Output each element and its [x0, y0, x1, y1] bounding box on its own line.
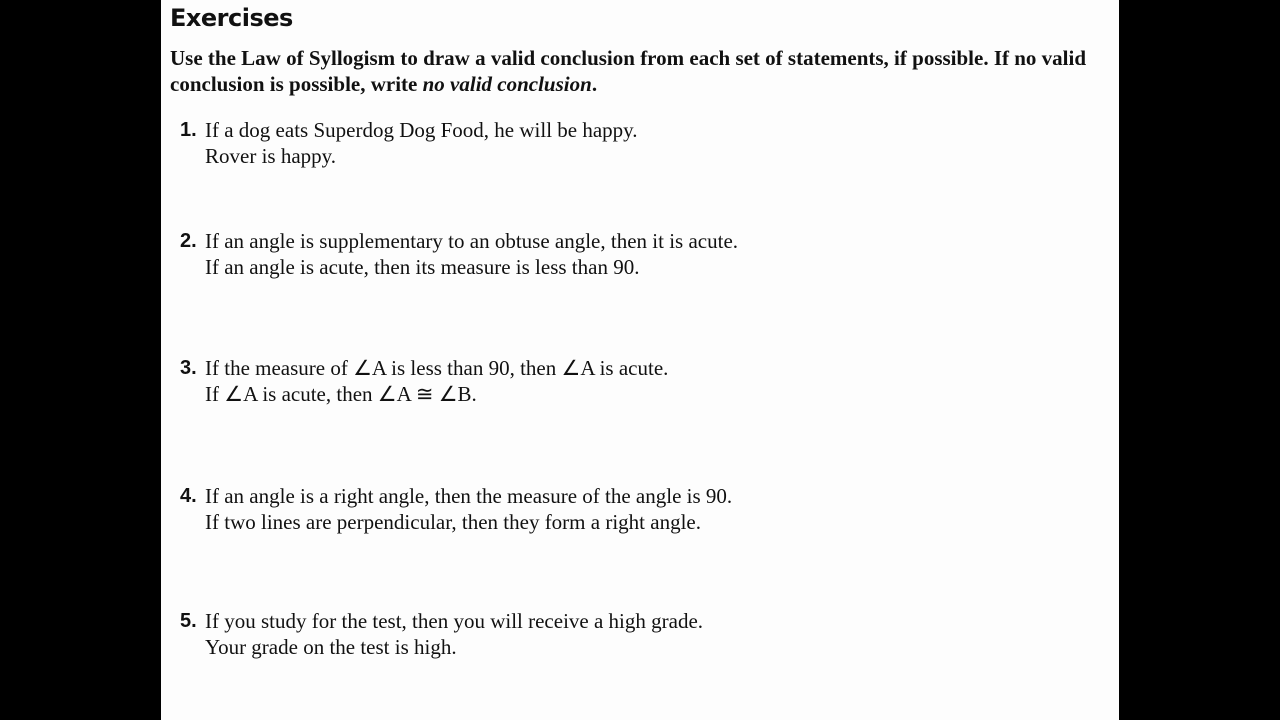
exercise-number: 3. [180, 357, 197, 379]
exercise-statement-2: Rover is happy. [205, 144, 337, 168]
exercise-number: 5. [180, 610, 197, 632]
exercise-statement-2: Your grade on the test is high. [205, 635, 457, 659]
exercise-statement-1: If an angle is a right angle, then the measure of the angle is 90. [205, 484, 733, 508]
instructions-text: Use the Law of Syllogism to draw a valid conclusion from each set of statements, if possible. If no valid conclusion is possible, write [170, 46, 1087, 96]
exercise-number: 2. [180, 230, 197, 252]
exercise-statement-2: If two lines are perpendicular, then they form a right angle. [205, 510, 701, 534]
exercise-statement-1: If the measure of ∠A is less than 90, then ∠A is acute. [205, 356, 669, 380]
page-title: Exercises [170, 4, 293, 32]
instructions-end: . [591, 72, 598, 96]
exercise-statement-2: If ∠A is acute, then ∠A ≅ ∠B. [205, 382, 477, 406]
exercise-statement-2: If an angle is acute, then its measure is less than 90. [205, 255, 640, 279]
exercise-1 [180, 117, 638, 169]
exercise-statement-1: If a dog eats Superdog Dog Food, he will be happy. [205, 118, 638, 142]
exercise-4 [180, 483, 732, 535]
exercise-2 [180, 228, 738, 280]
worksheet-page [161, 0, 1119, 720]
exercise-statement-1: If you study for the test, then you will receive a high grade. [205, 609, 704, 633]
exercise-5 [180, 608, 703, 660]
instructions [170, 45, 1110, 97]
exercise-statement-1: If an angle is supplementary to an obtuse angle, then it is acute. [205, 229, 739, 253]
instructions-emphasis: no valid conclusion [422, 72, 592, 96]
exercise-3 [180, 355, 668, 407]
exercise-number: 1. [180, 119, 197, 141]
exercise-number: 4. [180, 485, 197, 507]
